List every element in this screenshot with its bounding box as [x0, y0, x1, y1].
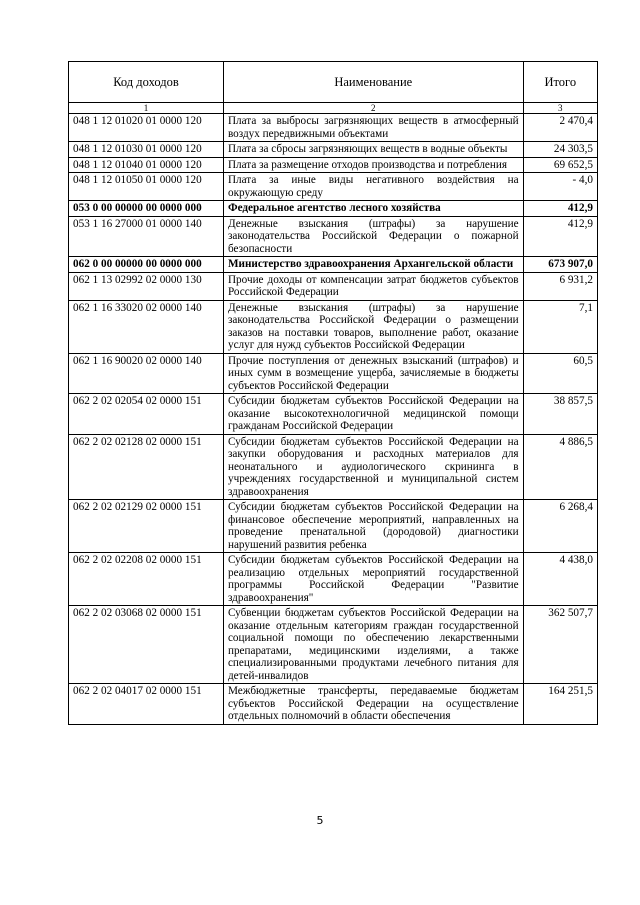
- row-name: Министерство здравоохранения Архангельской области: [223, 257, 523, 273]
- row-total: 4 886,5: [523, 434, 597, 500]
- table-row: [69, 500, 598, 553]
- row-code: 062 1 13 02992 02 0000 130: [69, 272, 224, 300]
- column-number: 1: [69, 103, 224, 114]
- row-total: 4 438,0: [523, 553, 597, 606]
- row-total: 69 652,5: [523, 157, 597, 173]
- row-total: - 4,0: [523, 173, 597, 201]
- column-number: 3: [523, 103, 597, 114]
- table-row: [69, 353, 598, 394]
- row-code: 053 1 16 27000 01 0000 140: [69, 216, 224, 257]
- row-name: Субвенции бюджетам субъектов Российской Федерации на оказание отдельным категориям граждан государственной социальной помощи по обеспечению лекарственными препаратами, медицинскими изделиями, а также специализированными продуктами лечебного питания для детей-инвалидов: [223, 606, 523, 684]
- row-name: Субсидии бюджетам субъектов Российской Федерации на реализацию отдельных мероприятий государственной программы Российской Федерации "Развитие здравоохранения": [223, 553, 523, 606]
- table-row: [69, 157, 598, 173]
- table-row: [69, 684, 598, 725]
- header-total: Итого: [523, 62, 597, 103]
- table-row: [69, 553, 598, 606]
- row-name: Прочие доходы от компенсации затрат бюджетов субъектов Российской Федерации: [223, 272, 523, 300]
- row-name: Субсидии бюджетам субъектов Российской Федерации на финансовое обеспечение мероприятий, направленных на проведение пренатальной (дородовой) диагностики нарушений развития ребенка: [223, 500, 523, 553]
- table-row: [69, 300, 598, 353]
- header-row: [69, 62, 598, 103]
- row-total: 2 470,4: [523, 114, 597, 142]
- row-code: 062 2 02 03068 02 0000 151: [69, 606, 224, 684]
- row-total: 673 907,0: [523, 257, 597, 273]
- row-total: 24 303,5: [523, 142, 597, 158]
- row-total: 60,5: [523, 353, 597, 394]
- row-name: Плата за сбросы загрязняющих веществ в водные объекты: [223, 142, 523, 158]
- row-name: Плата за размещение отходов производства и потребления: [223, 157, 523, 173]
- row-total: 6 931,2: [523, 272, 597, 300]
- row-name: Денежные взыскания (штрафы) за нарушение законодательства Российской Федерации о размещении заказов на поставки товаров, выполнение работ, оказание услуг для нужд субъектов Российской Федерации: [223, 300, 523, 353]
- row-code: 048 1 12 01030 01 0000 120: [69, 142, 224, 158]
- row-code: 062 2 02 02128 02 0000 151: [69, 434, 224, 500]
- row-code: 062 0 00 00000 00 0000 000: [69, 257, 224, 273]
- table-row: [69, 257, 598, 273]
- table-row: [69, 114, 598, 142]
- row-name: Федеральное агентство лесного хозяйства: [223, 201, 523, 217]
- table-row: [69, 216, 598, 257]
- table-row: [69, 434, 598, 500]
- header-name: Наименование: [223, 62, 523, 103]
- row-code: 053 0 00 00000 00 0000 000: [69, 201, 224, 217]
- row-total: 362 507,7: [523, 606, 597, 684]
- table-row: [69, 173, 598, 201]
- row-name: Плата за выбросы загрязняющих веществ в атмосферный воздух передвижными объектами: [223, 114, 523, 142]
- row-name: Плата за иные виды негативного воздействия на окружающую среду: [223, 173, 523, 201]
- column-number-row: [69, 103, 598, 114]
- row-code: 062 1 16 33020 02 0000 140: [69, 300, 224, 353]
- row-code: 062 2 02 02054 02 0000 151: [69, 394, 224, 435]
- row-total: 38 857,5: [523, 394, 597, 435]
- header-code: Код доходов: [69, 62, 224, 103]
- table-row: [69, 142, 598, 158]
- row-total: 412,9: [523, 216, 597, 257]
- row-code: 062 2 02 02208 02 0000 151: [69, 553, 224, 606]
- row-name: Субсидии бюджетам субъектов Российской Федерации на закупки оборудования и расходных материалов для неонатального и аудиологического скрининга в учреждениях государственной и муниципальной систем здравоохранения: [223, 434, 523, 500]
- row-total: 412,9: [523, 201, 597, 217]
- table-body: [69, 62, 598, 725]
- row-name: Межбюджетные трансферты, передаваемые бюджетам субъектов Российской Федерации на осуществление отдельных полномочий в области обеспечения: [223, 684, 523, 725]
- row-name: Прочие поступления от денежных взысканий (штрафов) и иных сумм в возмещение ущерба, зачисляемые в бюджеты субъектов Российской Федерации: [223, 353, 523, 394]
- table-row: [69, 272, 598, 300]
- row-code: 048 1 12 01020 01 0000 120: [69, 114, 224, 142]
- page-number: 5: [316, 814, 324, 827]
- row-code: 048 1 12 01050 01 0000 120: [69, 173, 224, 201]
- row-total: 7,1: [523, 300, 597, 353]
- table-row: [69, 201, 598, 217]
- revenue-table: [68, 61, 598, 725]
- row-total: 6 268,4: [523, 500, 597, 553]
- row-code: 048 1 12 01040 01 0000 120: [69, 157, 224, 173]
- row-name: Денежные взыскания (штрафы) за нарушение законодательства Российской Федерации о пожарной безопасности: [223, 216, 523, 257]
- table-row: [69, 606, 598, 684]
- row-code: 062 2 02 02129 02 0000 151: [69, 500, 224, 553]
- column-number: 2: [223, 103, 523, 114]
- row-name: Субсидии бюджетам субъектов Российской Федерации на оказание высокотехнологичной медицинской помощи гражданам Российской Федерации: [223, 394, 523, 435]
- row-code: 062 2 02 04017 02 0000 151: [69, 684, 224, 725]
- row-code: 062 1 16 90020 02 0000 140: [69, 353, 224, 394]
- row-total: 164 251,5: [523, 684, 597, 725]
- table-row: [69, 394, 598, 435]
